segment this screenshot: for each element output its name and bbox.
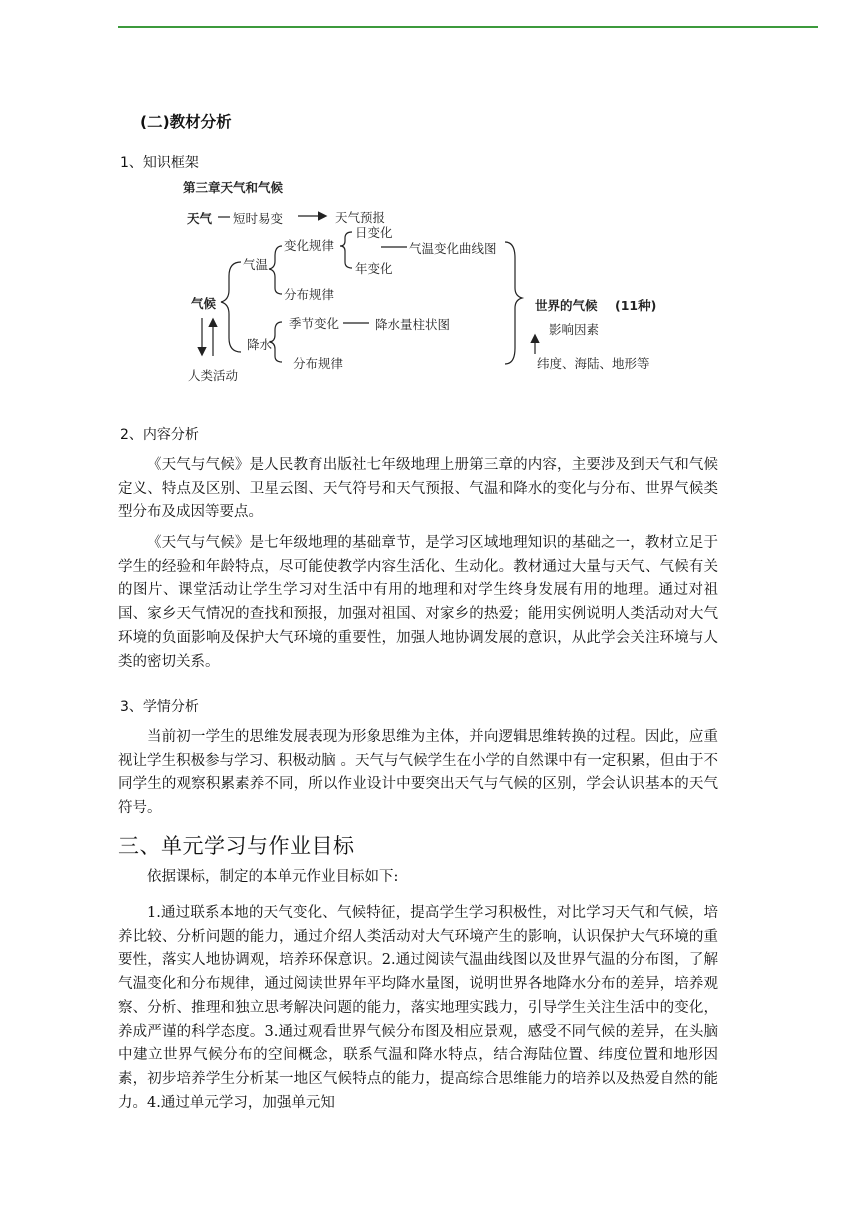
node-precipitation: 降水 <box>247 337 273 352</box>
section-title-goals: 三、单元学习与作业目标 <box>118 834 355 858</box>
paragraph-goals-intro: 依据课标，制定的本单元作业目标如下: <box>147 869 399 885</box>
node-temp-curve: 气温变化曲线图 <box>409 241 497 256</box>
node-forecast: 天气预报 <box>335 210 386 225</box>
node-climate: 气候 <box>191 296 217 311</box>
knowledge-framework-diagram <box>183 178 673 384</box>
node-precip-distribution: 分布规律 <box>293 356 344 371</box>
paragraph-student-analysis: 当前初一学生的思维发展表现为形象思维为主体，并向逻辑思维转换的过程。因此，应重视让学生积极参与学习、积极动脑 。天气与气候学生在小学的自然课中有一定积累，但由于不同学生的观察积累素养不同，所以作业设计中要突出天气与气候的区别，学会认识基本的天气符号。 <box>118 729 718 817</box>
node-human-activity: 人类活动 <box>188 368 239 383</box>
heading-knowledge-framework: 1、知识框架 <box>120 155 199 171</box>
node-weather-feature: 短时易变 <box>233 211 284 226</box>
paragraph-content-1: 《天气与气候》是人民教育出版社七年级地理上册第三章的内容，主要涉及到天气和气候定义、特点及区别、卫星云图、天气符号和天气预报、气温和降水的变化与分布、世界气候类型分布及成因等要点。 <box>118 457 718 521</box>
node-change-rule: 变化规律 <box>284 238 335 253</box>
paragraph-content-2: 《天气与气候》是七年级地理的基础章节，是学习区域地理知识的基础之一，教材立足于学生的经验和年龄特点，尽可能使教学内容生活化、生动化。教材通过大量与天气、气候有关的图片、课堂活动让学生学习对生活中有用的地理和对学生终身发展有用的地理。通过对祖国、家乡天气情况的查找和预报，加强对祖国、对家乡的热爱；能用实例说明人类活动对大气环境的负面影响及保护大气环境的重要性，加强人地协调发展的意识，从此学会关注环境与人类的密切关系。 <box>118 535 718 670</box>
node-factors: 影响因素 <box>549 322 600 337</box>
paragraph-goals: 1.通过联系本地的天气变化、气候特征，提高学生学习积极性，对比学习天气和气候，培养比较、分析问题的能力，通过介绍人类活动对大气环境产生的影响，认识保护大气环境的重要性，落实人地协调观，培养环保意识。2.通过阅读气温曲线图以及世界气温的分布图，了解气温变化和分布规律，通过阅读世界年平均降水量图，说明世界各地降水分布的差异，培养观察、分析、推理和独立思考解决问题的能力，落实地理实践力，引导学生关注生活中的变化，养成严谨的科学态度。3.通过观看世界气候分布图及相应景观，感受不同气候的差异，在头脑中建立世界气候分布的空间概念，联系气温和降水特点，结合海陆位置、纬度位置和地形因素，初步培养学生分析某一地区气候特点的能力，提高综合思维能力的培养以及热爱自然的能力。4.通过单元学习，加强单元知 <box>118 905 718 1111</box>
node-temperature: 气温 <box>243 257 269 272</box>
node-precip-bar: 降水量柱状图 <box>375 317 451 332</box>
header-rule <box>118 26 818 28</box>
node-annual-change: 年变化 <box>355 261 393 276</box>
node-temp-distribution: 分布规律 <box>284 287 335 302</box>
node-daily-change: 日变化 <box>355 225 393 240</box>
heading-content-analysis: 2、内容分析 <box>120 427 199 443</box>
node-factor-list: 纬度、海陆、地形等 <box>537 356 650 371</box>
node-world-climate-count: (11种) <box>615 298 657 313</box>
node-seasonal-change: 季节变化 <box>289 316 340 331</box>
node-world-climate: 世界的气候 <box>535 298 598 313</box>
subsection-title: (二)教材分析 <box>140 113 232 131</box>
node-weather: 天气 <box>187 211 213 226</box>
heading-student-analysis: 3、学情分析 <box>120 699 199 715</box>
diagram-title: 第三章天气和气候 <box>183 180 284 195</box>
